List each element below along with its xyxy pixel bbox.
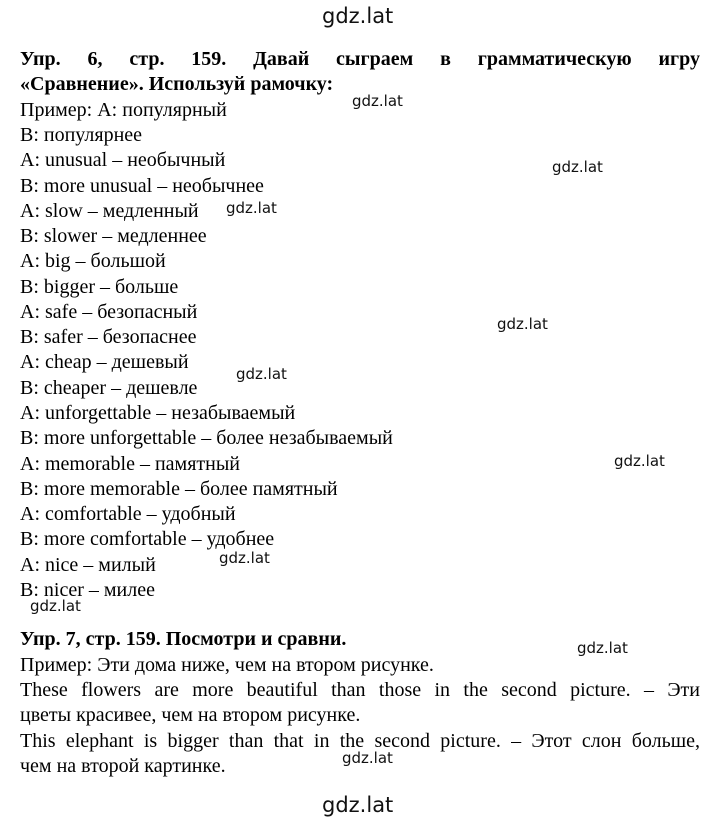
ex6-line: B: more unusual – необычнее xyxy=(20,175,264,197)
ex6-line: B: slower – медленнее xyxy=(20,225,207,247)
watermark-bottom: gdz.lat xyxy=(322,793,394,817)
exercise-6-heading-line2: «Сравнение». Используй рамочку: xyxy=(20,73,334,95)
ex7-line: чем на второй картинке. xyxy=(20,755,226,777)
ex6-line: B: cheaper – дешевле xyxy=(20,377,198,399)
ex6-line: A: memorable – памятный xyxy=(20,453,240,475)
watermark-top: gdz.lat xyxy=(322,4,394,28)
ex6-line: B: safer – безопаснее xyxy=(20,326,197,348)
ex6-line: A: comfortable – удобный xyxy=(20,503,236,525)
ex6-line: A: unforgettable – незабываемый xyxy=(20,402,296,424)
ex6-line: A: nice – милый xyxy=(20,554,156,576)
ex6-line: A: slow – медленный xyxy=(20,200,199,222)
ex7-line: цветы красивее, чем на втором рисунке. xyxy=(20,704,361,726)
ex6-line: B: more unforgettable – более незабываемый xyxy=(20,427,393,449)
ex6-line: A: unusual – необычный xyxy=(20,149,226,171)
ex6-line: A: safe – безопасный xyxy=(20,301,198,323)
watermark: gdz.lat xyxy=(342,749,393,767)
watermark: gdz.lat xyxy=(236,365,287,383)
ex6-line: B: more memorable – более памятный xyxy=(20,478,338,500)
ex6-line: A: big – большой xyxy=(20,250,166,272)
ex6-line: A: cheap – дешевый xyxy=(20,351,189,373)
watermark: gdz.lat xyxy=(497,315,548,333)
watermark: gdz.lat xyxy=(219,549,270,567)
watermark: gdz.lat xyxy=(30,597,81,615)
watermark: gdz.lat xyxy=(552,158,603,176)
ex6-line: B: more comfortable – удобнее xyxy=(20,528,275,550)
ex7-line: This elephant is bigger than that in the second picture. – Этот слон больше, xyxy=(20,730,700,752)
watermark: gdz.lat xyxy=(226,199,277,217)
ex7-line: These flowers are more beautiful than those in the second picture. – Эти xyxy=(20,679,700,701)
exercise-7-heading: Упр. 7, стр. 159. Посмотри и сравни. xyxy=(20,628,347,650)
exercise-6-heading-line1: Упр. 6, стр. 159. Давай сыграем в грамматическую игру xyxy=(20,48,700,70)
watermark: gdz.lat xyxy=(352,92,403,110)
watermark: gdz.lat xyxy=(614,452,665,470)
ex6-line: Пример: А: популярный xyxy=(20,99,227,121)
watermark: gdz.lat xyxy=(577,639,628,657)
ex6-line: B: bigger – больше xyxy=(20,276,179,298)
ex7-line: Пример: Эти дома ниже, чем на втором рисунке. xyxy=(20,654,434,676)
ex6-line: B: nicer – милее xyxy=(20,579,155,601)
ex6-line: В: популярнее xyxy=(20,124,143,146)
